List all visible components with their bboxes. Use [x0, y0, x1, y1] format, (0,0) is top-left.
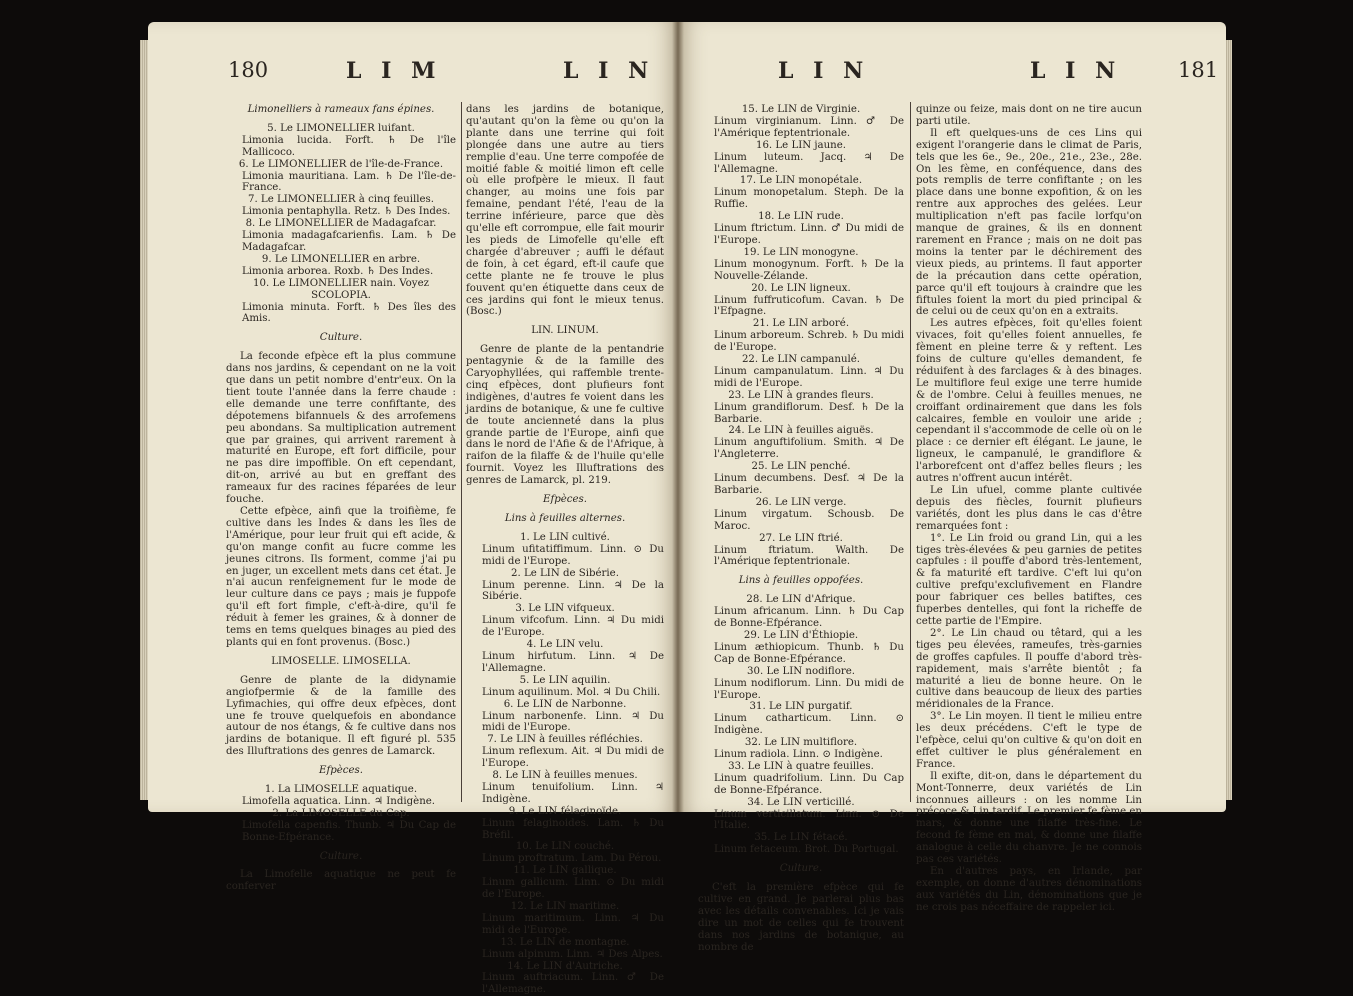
text-line: 32. Le LIN multiflore.: [744, 737, 858, 749]
text-line: 8. Le LIMONELLIER de Madagafcar.: [245, 218, 437, 230]
left-page-number: 180: [228, 58, 269, 82]
text-line: 1. Le LIN cultivé.: [520, 531, 610, 543]
text-line: 5. Le LIN aquilin.: [519, 674, 611, 686]
text-line: Il eft quelques-uns de ces Lins qui exigent l'orangerie dans le climat de Paris, tels que les 6e., 9e., 20e., 21e., 23e., 28e. On les fème, en conféquence, dans des pots remplis de terre confiftante ; on les place dans une bonne expofition, & on les rentre aux approches des gelées. Leur multiplication n'eft pas facile lorfqu'on manque de graines, & ils en donnent rarement en France ; mais on ne doit pas moins la tenter par le déchirement des vieux pieds, au printems. Il faut apporter de la précaution dans cette opération, parce qu'il eft toujours à craindre que les fiftules foient la mort du pied principal & de celui ou de ceux qu'on en a extraits.: [916, 127, 1142, 318]
text-line: Linum virgatum. Schousb. De Maroc.: [714, 508, 904, 532]
left-page-column-1: [226, 104, 456, 893]
right-page-column-2: [916, 104, 1142, 914]
text-line: 10. Le LIMONELLIER nain. Voyez SCOLOPIA.: [253, 277, 429, 301]
text-line: dans les jardins de botanique, qu'autant qu'on la fème ou qu'on la plante dans une terrine qui foit plongée dans une autre au tiers remplie d'eau. Une terre compofée de moitié fable & moitié limon eft celle où elle profpère le mieux. Il faut changer, au moins une fois par femaine, pendant l'été, l'eau de la terrine inférieure, parce que dès qu'elle eft corrompue, elle fait mourir les pieds de Limofelle qu'elle eft chargée d'abreuver ; auffi le défaut de foin, à cet égard, eft-il caufe que cette plante ne fe trouve le plus fouvent qu'en étiquette dans ceux de ces jardins qui font le mieux tenus. (Bosc.): [466, 104, 664, 318]
spacer: [226, 844, 456, 851]
text-line: Linum auftriacum. Linn. ♂ De l'Allemagne.: [482, 972, 664, 996]
text-line: 21. Le LIN arboré.: [752, 318, 850, 330]
text-line: Linum grandiflorum. Desf. ♄ De la Barbarie.: [714, 401, 904, 425]
text-line: Limonelliers à rameaux fans épines.: [247, 104, 435, 115]
text-line: Limonia madagafcarienfis. Lam. ♄ De Madagafcar.: [242, 230, 456, 253]
text-line: Linum arboreum. Schreb. ♄ Du midi de l'Europe.: [714, 330, 904, 354]
spacer: [466, 318, 664, 325]
text-line: 15. Le LIN de Virginie.: [741, 104, 861, 115]
text-line: Linum alpinum. Linn. ♃ Des Alpes.: [482, 948, 663, 960]
spacer: [226, 325, 456, 332]
text-line: Lins à feuilles oppofées.: [738, 575, 864, 587]
text-line: 29. Le LIN d'Éthiopie.: [743, 629, 859, 641]
spacer: [226, 862, 456, 869]
spacer: [466, 506, 664, 513]
text-line: Efpèces.: [319, 765, 363, 777]
book-gutter: [672, 22, 684, 812]
text-line: Linum africanum. Linn. ♄ Du Cap de Bonne-Efpérance.: [714, 606, 904, 630]
text-line: Linum vifcofum. Linn. ♃ Du midi de l'Europe.: [482, 615, 664, 639]
right-running-head: L I N: [1030, 58, 1122, 84]
text-line: Limonia lucida. Forft. ♄ De l'île Mallicoco.: [242, 134, 456, 158]
spacer: [698, 856, 904, 863]
text-line: Limofella capenfis. Thunb. ♃ Du Cap de Bonne-Efpérance.: [242, 819, 456, 843]
text-line: La Limofelle aquatique ne peut fe conferver: [226, 869, 456, 893]
text-line: 9. Le LIMONELLIER en arbre.: [261, 253, 421, 265]
text-line: 11. Le LIN gallique.: [513, 865, 617, 877]
text-line: Linum quadrifolium. Linn. Du Cap de Bonne-Efpérance.: [714, 772, 904, 796]
text-line: Linum monopetalum. Steph. De la Ruffie.: [714, 187, 904, 211]
text-line: 1. La LIMOSELLE aquatique.: [264, 784, 418, 796]
text-line: LIMOSELLE. LIMOSELLA.: [271, 655, 411, 667]
text-line: 7. Le LIN à feuilles réfléchies.: [487, 734, 643, 746]
text-line: quinze ou feize, mais dont on ne tire aucun parti utile.: [916, 104, 1142, 127]
spacer: [226, 668, 456, 675]
left-page: [148, 22, 678, 996]
text-line: Genre de plante de la pentandrie pentagynie & de la famille des Caryophyllées, qui raffemble trente-cinq efpèces, dont plufieurs font indigènes, d'autres fe voient dans les jardins de botanique, & une fe cultive de toute ancienneté dans la plus grande partie de l'Europe, ainfi que dans le nord de l'Afie & de l'Afrique, à raifon de la filaffe & de l'huile qu'elle fournit. Voyez les Illuftrations des genres de Lamarck, pl. 219.: [466, 344, 664, 487]
text-line: Le Lin ufuel, comme plante cultivée depuis des fiècles, fournit plufieurs variétés, dont les plus dans le cas d'être remarquées font :: [916, 485, 1142, 532]
left-running-head-right: L I N: [563, 58, 655, 84]
text-line: 17. Le LIN monopétale.: [739, 175, 863, 187]
text-line: 16. Le LIN jaune.: [755, 139, 847, 151]
text-line: 30. Le LIN nodiflore.: [747, 665, 855, 677]
text-line: 27. Le LIN ftrié.: [759, 532, 843, 544]
right-page-number: 181: [1178, 58, 1219, 82]
text-line: Linum ftriatum. Walth. De l'Amérique feptentrionale.: [714, 544, 904, 568]
text-line: 6. Le LIMONELLIER de l'île-de-France.: [238, 158, 444, 170]
text-line: 10. Le LIN couché.: [515, 841, 615, 853]
text-line: 19. Le LIN monogyne.: [743, 246, 859, 258]
text-line: Lins à feuilles alternes.: [504, 513, 626, 524]
text-line: 26. Le LIN verge.: [755, 496, 847, 508]
text-line: En d'autres pays, en Irlande, par exemple, on donne d'autres dénominations aux variétés du Lin, dénominations que je ne crois pas néceffaire de rappeler ici.: [916, 866, 1142, 913]
text-line: 14. Le LIN d'Autriche.: [507, 960, 623, 972]
text-line: Limonia pentaphylla. Retz. ♄ Des Indes.: [242, 206, 451, 218]
text-line: Linum fuffruticofum. Cavan. ♄ De l'Efpagne.: [714, 294, 904, 318]
left-page-column-2: [466, 104, 664, 996]
text-line: Il exifte, dit-on, dans le département du Mont-Tonnerre, deux variétés de Lin inconnues ailleurs : on les nomme Lin précoce & Lin tardif. Le premier fe fème en mars, & donne une filaffe très-fine. Le fecond fe fème en mai, & donne une filaffe analogue à celle du chanvre. Je ne connois pas ces variétés.: [916, 770, 1142, 866]
text-line: 8. Le LIN à feuilles menues.: [492, 770, 638, 782]
text-line: 24. Le LIN à feuilles aiguës.: [728, 425, 874, 437]
text-line: 9. Le LIN félaginoïde.: [508, 805, 622, 817]
text-line: 18. Le LIN rude.: [758, 211, 844, 223]
text-line: Limofella aquatica. Linn. ♃ Indigène.: [242, 795, 436, 807]
text-line: Efpèces.: [543, 494, 587, 506]
text-line: Culture.: [319, 850, 363, 862]
left-running-head: L I M: [346, 58, 442, 84]
column-rule: [461, 102, 462, 802]
text-line: Cette efpèce, ainfi que la troifième, fe cultive dans les Indes & dans les îles de l'Amérique, pour leur fruit qui eft acide, & qu'on mange confit au fucre comme les jeunes citrons. Ils forment, comme j'ai pu en juger, un excellent mets dans cet état. Je n'ai aucun renfeignement fur le mode de leur culture dans ce pays ; mais je fuppofe qu'il eft fort fimple, c'eft-à-dire, qu'il fe réduit à femer les graines, & à donner de tems en tems quelques binages au pied des plants qui en font provenus. (Bosc.): [226, 506, 456, 648]
text-line: 1°. Le Lin froid ou grand Lin, qui a les tiges très-élevées & peu garnies de petites capfules : il pouffe d'abord très-lentement, & fa maturité eft tardive. C'eft lui qu'on cultive prefqu'exclufivement en Flandre pour fabriquer ces belles batiftes, ces fuperbes dentelles, qui font la richeffe de cette partie de l'Empire.: [916, 532, 1142, 627]
text-line: Linum ufitatiffimum. Linn. ⊙ Du midi de l'Europe.: [482, 543, 664, 567]
text-line: Linum radiola. Linn. ⊙ Indigène.: [714, 749, 883, 761]
text-line: 2. Le LIN de Sibérie.: [511, 567, 619, 579]
text-line: Linum virginianum. Linn. ♂ De l'Amérique feptentrionale.: [714, 115, 904, 139]
text-line: Linum æthiopicum. Thunb. ♄ Du Cap de Bonne-Efpérance.: [714, 641, 904, 665]
text-line: Linum felaginoides. Lam. ♄ Du Bréfil.: [482, 817, 664, 841]
text-line: Limonia arborea. Roxb. ♄ Des Indes.: [242, 265, 434, 277]
text-line: Linum anguftifolium. Smith. ♃ De l'Angleterre.: [714, 437, 904, 461]
text-line: 2. La LIMOSELLE du Cap.: [272, 807, 410, 819]
text-line: Linum tenuifolium. Linn. ♃ Indigène.: [482, 781, 664, 805]
text-line: Linum fetaceum. Brot. Du Portugal.: [714, 844, 899, 856]
text-line: La feconde efpèce eft la plus commune dans nos jardins, & cependant on ne la voit que dans un petit nombre d'entr'eux. On la tient toute l'année dans la ferre chaude : elle demande une terre confiftante, des dépotemens bifannuels & des arrofemens peu abondans. Sa multiplication autrement que par graines, qui arrivent rarement à maturité en Europe, eft fort difficile, pour ne pas dire impoffible. On eft cependant, dit-on, arrivé au but en greffant des rameaux fur des racines féparées de leur fouche.: [226, 351, 456, 506]
text-line: Linum hirfutum. Linn. ♃ De l'Allemagne.: [482, 650, 664, 674]
text-line: Linum nodiflorum. Linn. Du midi de l'Europe.: [714, 677, 904, 701]
text-line: Linum proftratum. Lam. Du Pérou.: [482, 853, 662, 865]
spacer: [226, 116, 456, 123]
text-line: 13. Le LIN de montagne.: [500, 936, 630, 948]
text-line: 3. Le LIN vifqueux.: [515, 603, 615, 615]
spacer: [698, 587, 904, 594]
text-line: Linum perenne. Linn. ♃ De la Sibérie.: [482, 579, 664, 603]
text-line: 6. Le LIN de Narbonne.: [503, 698, 627, 710]
text-line: Linum narbonenfe. Linn. ♃ Du midi de l'Europe.: [482, 710, 664, 734]
spacer: [226, 649, 456, 656]
text-line: 7. Le LIMONELLIER à cinq feuilles.: [247, 194, 435, 206]
text-line: 35. Le LIN fétacé.: [754, 832, 848, 844]
text-line: Limonia minuta. Forft. ♄ Des îles des Amis.: [242, 301, 456, 325]
text-line: 34. Le LIN verticillé.: [747, 796, 855, 808]
text-line: 33. Le LIN à quatre feuilles.: [728, 760, 874, 772]
spacer: [466, 525, 664, 532]
text-line: Les autres efpèces, foit qu'elles foient vivaces, foit qu'elles foient annuelles, fe fèment en pleine terre & y reftent. Les foins de culture qu'elles demandent, fe réduifent à des farclages & à des binages. Le multiflore feul exige une terre humide & de l'ombre. Celui à feuilles menues, ne croiffant ordinairement que dans les fols calcaires, femble en vouloir une aride ; cependant il s'accommode de celle où on le place : ce dernier eft élégant. Le jaune, le ligneux, le campanulé, le grandiflore & l'arborefcent ont d'affez belles fleurs ; les autres n'offrent aucun intérêt.: [916, 318, 1142, 485]
text-line: C'eft la première efpèce qui fe cultive en grand. Je parlerai plus bas avec les détails convenables. Ici je vais dire un mot de celles qui fe trouvent dans nos jardins de botanique, au nombre de: [698, 882, 904, 953]
text-line: Linum ftrictum. Linn. ♂ Du midi de l'Europe.: [714, 223, 904, 246]
text-line: Linum aquilinum. Mol. ♃ Du Chili.: [482, 686, 661, 698]
text-line: Linum monogynum. Forft. ♄ De la Nouvelle-Zélande.: [714, 258, 904, 282]
text-line: 5. Le LIMONELLIER luifant.: [267, 122, 415, 134]
text-line: Linum luteum. Jacq. ♃ De l'Allemagne.: [714, 151, 904, 175]
text-line: Limonia mauritiana. Lam. ♄ De l'île-de-France.: [242, 170, 456, 194]
text-line: 31. Le LIN purgatif.: [749, 701, 853, 713]
text-line: Linum decumbens. Desf. ♃ De la Barbarie.: [714, 473, 904, 496]
text-line: Linum campanulatum. Linn. ♃ Du midi de l'Europe.: [714, 365, 904, 389]
right-running-head-left: L I N: [778, 58, 870, 84]
text-line: 23. Le LIN à grandes fleurs.: [728, 389, 874, 401]
text-line: Genre de plante de la didynamie angiofpermie & de la famille des Lyfimachies, qui offre deux efpèces, dont une fe trouve quelquefois en abondance autour de nos étangs, & fe cultive dans nos jardins de botanique. Il eft figuré pl. 535 des Illuftrations des genres de Lamarck.: [226, 674, 456, 758]
text-line: Linum verticillatum. Linn. ⊙ De l'Italie.: [714, 808, 904, 832]
text-line: Linum maritimum. Linn. ♃ Du midi de l'Europe.: [482, 912, 664, 936]
right-page: [678, 22, 1226, 953]
text-line: Culture.: [319, 332, 363, 344]
text-line: 28. Le LIN d'Afrique.: [746, 594, 856, 606]
text-line: 22. Le LIN campanulé.: [741, 354, 861, 366]
text-line: 4. Le LIN velu.: [526, 639, 604, 651]
column-rule: [910, 102, 911, 802]
text-line: 20. Le LIN ligneux.: [751, 282, 851, 294]
text-line: Linum gallicum. Linn. ⊙ Du midi de l'Europe.: [482, 877, 664, 901]
right-page-column-1: [698, 104, 904, 954]
text-line: 2°. Le Lin chaud ou têtard, qui a les tiges peu élevées, rameufes, très-garnies de groffes capfules. Il pouffe d'abord très-rapidement, mais s'arrête bientôt ; fa maturité a lieu de bonne heure. On le cultive dans beaucoup de lieux des parties méridionales de la France.: [916, 627, 1142, 711]
text-line: Linum catharticum. Linn. ⊙ Indigène.: [714, 713, 904, 737]
spacer: [466, 337, 664, 344]
text-line: LIN. LINUM.: [531, 325, 599, 337]
text-line: Linum reflexum. Ait. ♃ Du midi de l'Europe.: [482, 746, 664, 770]
text-line: 3°. Le Lin moyen. Il tient le milieu entre les deux précédens. C'eft le type de l'efpèce, celui qu'on cultive & qu'on doit en effet cultiver le plus généralement en France.: [916, 711, 1142, 770]
text-line: 25. Le LIN penché.: [751, 461, 851, 473]
spacer: [226, 777, 456, 784]
text-line: Culture.: [779, 863, 823, 875]
text-line: 12. Le LIN maritime.: [510, 901, 620, 912]
